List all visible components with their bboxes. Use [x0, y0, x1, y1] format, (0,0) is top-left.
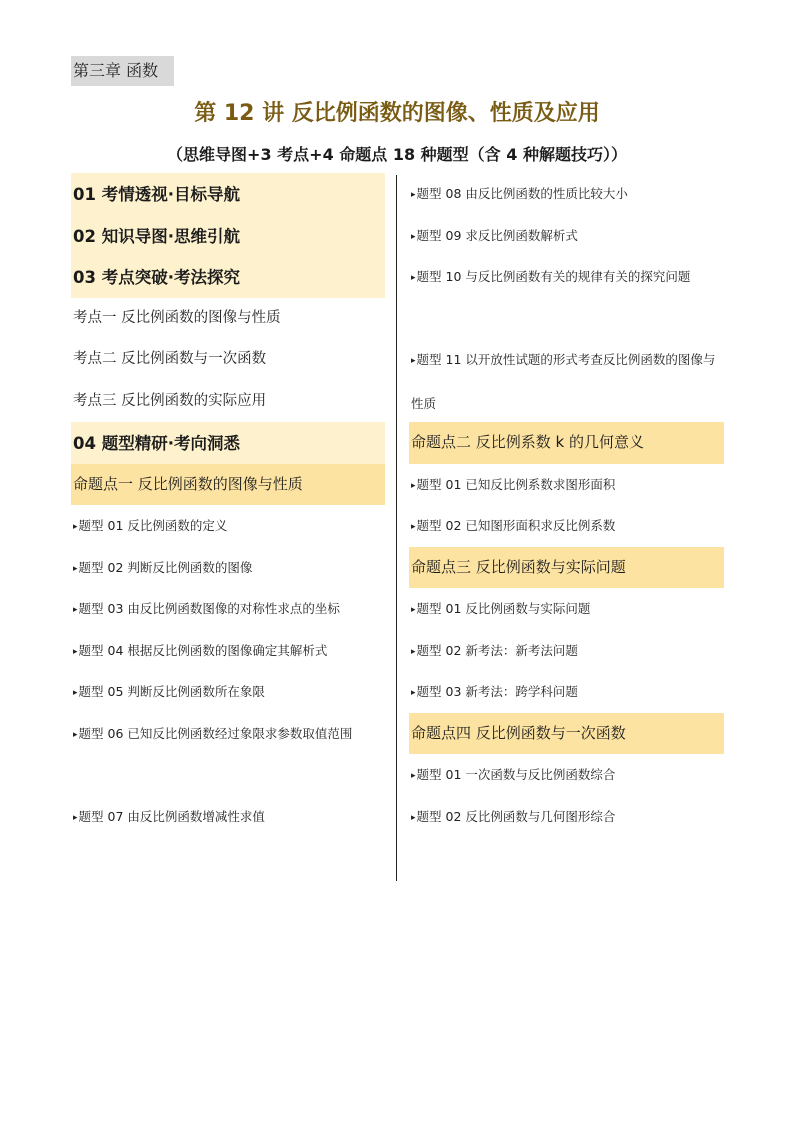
toc-tixing[interactable]: ▸题型 06 已知反比例函数经过象限求参数取值范围 [73, 725, 353, 741]
bullet-arrow-icon: ▸ [411, 812, 416, 823]
lecture-title: 第 12 讲 反比例函数的图像、性质及应用 [194, 101, 600, 126]
bullet-arrow-icon: ▸ [73, 688, 78, 698]
bullet-arrow-icon: ▸ [411, 771, 416, 781]
toc-tixing[interactable]: ▸题型 08 由反比例函数的性质比较大小 [411, 186, 628, 201]
bullet-arrow-icon: ▸ [411, 688, 416, 698]
bullet-arrow-icon: ▸ [411, 356, 416, 366]
toc-nav-4[interactable]: 04 题型精研·考向洞悉 [71, 422, 385, 464]
toc-tixing[interactable]: ▸题型 03 新考法：跨学科问题 [411, 684, 578, 699]
bullet-arrow-icon: ▸ [411, 480, 416, 491]
bullet-arrow-icon: ▸ [411, 190, 416, 200]
toc-tixing[interactable]: ▸题型 04 根据反比例函数的图像确定其解析式 [73, 642, 328, 658]
toc-tixing[interactable]: ▸题型 02 新考法：新考法问题 [411, 642, 578, 658]
toc-tixing[interactable]: ▸题型 01 反比例函数的定义 [73, 518, 228, 533]
bullet-arrow-icon: ▸ [73, 605, 78, 615]
toc-tixing[interactable]: ▸题型 02 反比例函数与几何图形综合 [411, 808, 616, 824]
bullet-arrow-icon: ▸ [73, 646, 78, 657]
toc-tixing[interactable]: ▸题型 02 已知图形面积求反比例系数 [411, 518, 616, 533]
toc-tixing[interactable]: ▸题型 01 已知反比例系数求图形面积 [411, 476, 616, 492]
toc-left-column [71, 173, 385, 837]
toc-tixing[interactable]: ▸题型 10 与反比例函数有关的规律有关的探究问题 [411, 269, 691, 284]
column-divider [396, 175, 397, 881]
bullet-arrow-icon: ▸ [73, 563, 78, 574]
toc-right-column [409, 173, 724, 837]
bullet-arrow-icon: ▸ [73, 522, 78, 532]
toc-kaodian-2[interactable]: 考点二 反比例函数与一次函数 [73, 351, 267, 367]
chapter-label: 第三章 函数 [71, 56, 174, 86]
toc-tixing[interactable]: ▸题型 02 判断反比例函数的图像 [73, 559, 253, 575]
bullet-arrow-icon: ▸ [73, 729, 78, 740]
toc-nav-2[interactable]: 02 知识导图·思维引航 [71, 215, 385, 257]
toc-tixing[interactable]: ▸题型 09 求反比例函数解析式 [411, 227, 578, 243]
bullet-arrow-icon: ▸ [411, 522, 416, 532]
toc-nav-1[interactable]: 01 考情透视·目标导航 [71, 173, 385, 215]
toc-nav-3[interactable]: 03 考点突破·考法探究 [71, 256, 385, 298]
bullet-arrow-icon: ▸ [73, 812, 78, 823]
toc-mingtidian-2[interactable]: 命题点二 反比例系数 k 的几何意义 [409, 422, 724, 464]
toc-tixing[interactable]: ▸题型 01 反比例函数与实际问题 [411, 601, 591, 616]
toc-kaodian-3[interactable]: 考点三 反比例函数的实际应用 [73, 392, 267, 409]
toc-tixing[interactable]: ▸题型 07 由反比例函数增减性求值 [73, 808, 265, 824]
toc-tixing[interactable]: ▸题型 05 判断反比例函数所在象限 [73, 684, 265, 699]
toc-kaodian-1[interactable]: 考点一 反比例函数的图像与性质 [73, 309, 281, 326]
toc-mingtidian-1[interactable]: 命题点一 反比例函数的图像与性质 [71, 464, 385, 506]
bullet-arrow-icon: ▸ [411, 273, 416, 283]
toc-tixing[interactable]: ▸题型 03 由反比例函数图像的对称性求点的坐标 [73, 601, 340, 616]
lecture-subtitle: （思维导图+3 考点+4 命题点 18 种题型（含 4 种解题技巧）） [167, 145, 627, 164]
toc-mingtidian-3[interactable]: 命题点三 反比例函数与实际问题 [409, 547, 724, 589]
toc-tixing[interactable]: ▸题型 01 一次函数与反比例函数综合 [411, 767, 616, 782]
bullet-arrow-icon: ▸ [411, 646, 416, 657]
bullet-arrow-icon: ▸ [411, 605, 416, 615]
bullet-arrow-icon: ▸ [411, 231, 416, 242]
toc-tixing[interactable]: ▸题型 11 以开放性试题的形式考查反比例函数的图像与性质 [411, 352, 716, 411]
toc-mingtidian-4[interactable]: 命题点四 反比例函数与一次函数 [409, 713, 724, 755]
